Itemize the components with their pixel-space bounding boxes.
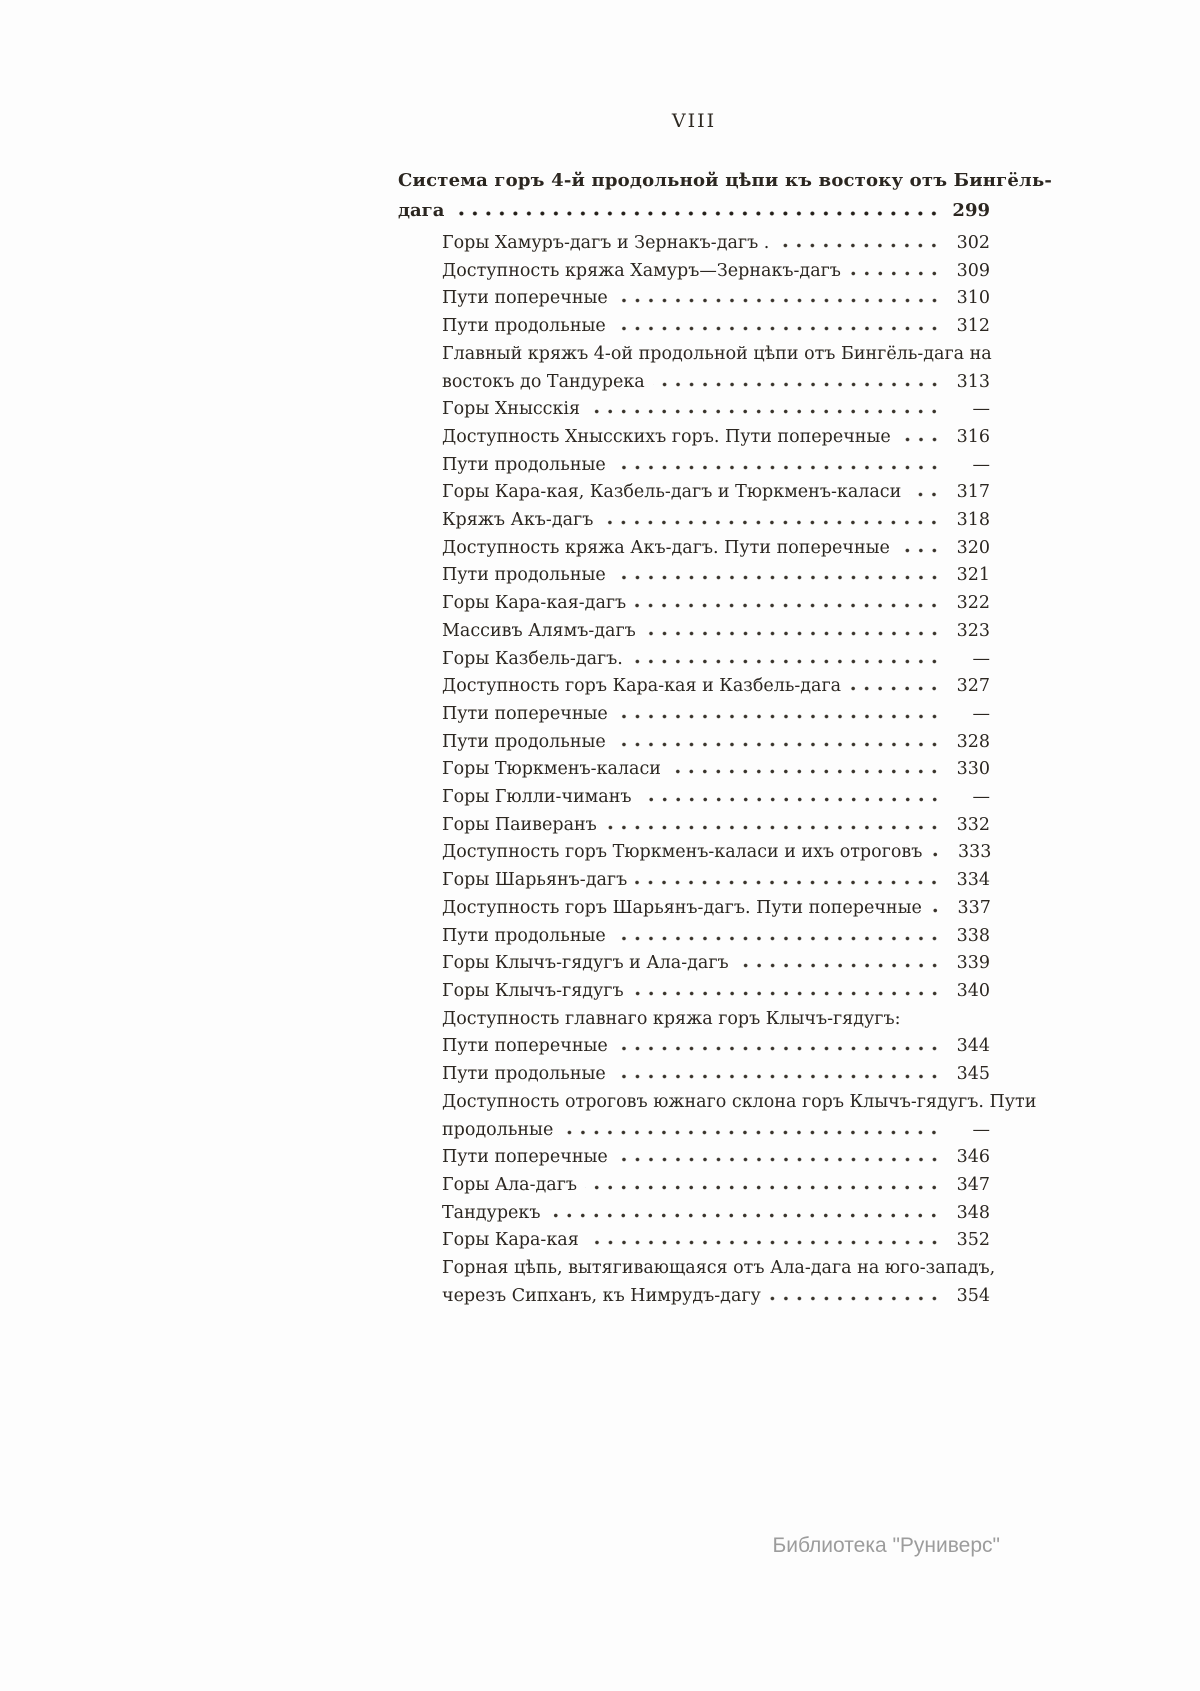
- toc-entry-first-line: Доступность отроговъ южнаго склона горъ Клычъ-гядугъ. Пути: [442, 1091, 1037, 1112]
- library-watermark: Библиотека "Руниверс": [772, 1534, 1000, 1557]
- entry-page-number: 348: [956, 1202, 990, 1223]
- entry-title: Пути поперечные: [442, 288, 608, 309]
- entry-page-number: —: [972, 454, 990, 475]
- entry-title: Горы Гюлли-чиманъ: [442, 787, 632, 808]
- toc-entry: [442, 756, 990, 784]
- entry-title: Доступность горъ Кара-кая и Казбель-дага: [442, 676, 842, 697]
- entry-title: Пути продольные: [442, 925, 606, 946]
- entry-title: Массивъ Алямъ-дагъ: [442, 620, 636, 641]
- entry-title: Пути продольные: [442, 731, 606, 752]
- entry-title: Пути продольные: [442, 316, 606, 337]
- entry-page-number: 312: [956, 316, 990, 337]
- toc-entry: [442, 452, 990, 480]
- dot-leader: [849, 686, 941, 691]
- toc-entry: [442, 1144, 990, 1172]
- dot-leader: [930, 852, 942, 857]
- entry-title: Горы Шарьянъ-дагъ: [442, 870, 628, 891]
- entry-page-number: —: [972, 703, 990, 724]
- toc-entry-first-line: Горная цѣпь, вытягивающаяся отъ Ала-дага на юго-западъ,: [442, 1258, 996, 1279]
- entry-page-number: —: [972, 1119, 990, 1140]
- entry-page-number: 347: [956, 1174, 990, 1195]
- entry-page-number: 338: [956, 925, 990, 946]
- toc-entry: [442, 396, 990, 424]
- entry-page-number: 327: [956, 676, 990, 697]
- entry-page-number: —: [972, 399, 990, 420]
- dot-leader: [588, 409, 941, 414]
- entry-page-number: 309: [956, 260, 990, 281]
- entry-title: Доступность главнаго кряжа горъ Клычъ-гядугъ:: [442, 1008, 901, 1029]
- entry-title: Пути поперечные: [442, 703, 608, 724]
- entry-page-number: 302: [956, 233, 990, 253]
- dot-leader: [614, 742, 941, 747]
- dot-leader: [899, 437, 941, 442]
- entry-title: Доступность горъ Тюркменъ-каласи и ихъ отроговъ: [442, 842, 923, 863]
- dot-leader: [737, 963, 941, 968]
- entry-page-number: 313: [956, 371, 990, 392]
- entry-page-number: 344: [956, 1036, 990, 1057]
- entry-title: Горы Клычъ-гядугъ и Ала-дагъ: [442, 953, 729, 974]
- toc-entry: [442, 1227, 990, 1255]
- entry-title: востокъ до Тандурека: [442, 371, 645, 392]
- dot-leader: [640, 797, 941, 802]
- toc-entry: [442, 369, 990, 397]
- entry-page-number: —: [972, 787, 990, 808]
- toc-entry: [442, 424, 990, 452]
- entry-page-number: 310: [956, 288, 990, 309]
- entry-page-number: 340: [956, 980, 990, 1001]
- toc-entry: [442, 535, 990, 563]
- entry-page-number: 345: [956, 1064, 990, 1085]
- heading-line-2-row: [398, 196, 990, 226]
- entry-title: Пути поперечные: [442, 1036, 608, 1057]
- toc-entry: [442, 646, 990, 674]
- toc-entry: [442, 867, 990, 895]
- dot-leader: [635, 880, 941, 885]
- entry-page-number: 323: [956, 620, 990, 641]
- dot-leader: [548, 1213, 941, 1218]
- dot-leader: [653, 382, 941, 387]
- toc-entry: [442, 950, 990, 978]
- toc-entry: [442, 313, 990, 341]
- dot-leader: [616, 1157, 941, 1162]
- entry-page-number: 332: [956, 814, 990, 835]
- dot-leader: [614, 465, 941, 470]
- dot-leader: [452, 211, 941, 216]
- toc-entry: [442, 479, 990, 507]
- entry-page-number: 330: [956, 759, 990, 780]
- dot-leader: [632, 991, 941, 996]
- heading-line-1: Система горъ 4-й продольной цѣпи къ востоку отъ Бингёль-: [398, 170, 1053, 191]
- dot-leader: [585, 1185, 941, 1190]
- table-of-contents: [398, 166, 1053, 1310]
- toc-section-heading: [398, 166, 1053, 226]
- dot-leader: [634, 603, 941, 608]
- heading-page-number: 299: [952, 200, 990, 221]
- entry-title: черезъ Сипханъ, къ Нимрудъ-дагу: [442, 1285, 761, 1306]
- dot-leader: [616, 714, 941, 719]
- toc-entry: [442, 590, 990, 618]
- entry-title: Доступность кряжа Хамуръ—Зернакъ-дагъ: [442, 260, 841, 281]
- dot-leader: [769, 1296, 941, 1301]
- entry-page-number: 334: [956, 870, 990, 891]
- entry-title: Горы Тюркменъ-каласи: [442, 759, 661, 780]
- entry-page-number: 354: [956, 1285, 990, 1306]
- dot-leader: [849, 271, 941, 276]
- toc-entry: [442, 1200, 990, 1228]
- toc-entry: [442, 285, 990, 313]
- entry-page-number: 316: [956, 426, 990, 447]
- dot-leader: [605, 825, 941, 830]
- entry-title: Горы Ала-дагъ: [442, 1174, 578, 1195]
- entry-title: Кряжъ Акъ-дагъ: [442, 510, 594, 531]
- toc-entry: [442, 258, 990, 286]
- entry-page-number: 328: [956, 731, 990, 752]
- toc-entry: [442, 562, 990, 590]
- toc-entry: [442, 1061, 990, 1089]
- entry-page-number: 337: [957, 897, 991, 918]
- toc-entry: [442, 895, 990, 923]
- entry-title: Горы Паиверанъ: [442, 814, 597, 835]
- entry-title: продольные: [442, 1119, 554, 1140]
- entry-page-number: 352: [956, 1230, 990, 1251]
- entry-page-number: —: [972, 648, 990, 669]
- entry-title: Горы Кара-кая, Казбель-дагъ и Тюркменъ-каласи: [442, 482, 902, 503]
- dot-leader: [909, 492, 941, 497]
- entry-page-number: 346: [956, 1147, 990, 1168]
- toc-entry: [442, 1283, 990, 1311]
- entry-title: Доступность горъ Шарьянъ-дагъ. Пути поперечные: [442, 897, 922, 918]
- entry-title: Тандурекъ: [442, 1202, 541, 1223]
- dot-leader: [631, 659, 941, 664]
- entry-title: Горы Хнысскія: [442, 399, 581, 420]
- entry-page-number: 339: [956, 953, 990, 974]
- entry-title: Горы Хамуръ-дагъ и Зернакъ-дагъ .: [442, 233, 770, 253]
- dot-leader: [644, 631, 941, 636]
- entry-page-number: 317: [956, 482, 990, 503]
- dot-leader: [614, 326, 941, 331]
- toc-entry: [442, 701, 990, 729]
- dot-leader: [616, 298, 941, 303]
- dot-leader: [601, 520, 941, 525]
- toc-entry: [442, 784, 990, 812]
- page-roman-numeral: VIII: [671, 110, 717, 132]
- dot-leader: [930, 908, 942, 913]
- toc-entry: [442, 507, 990, 535]
- dot-leader: [587, 1240, 941, 1245]
- dot-leader: [669, 769, 941, 774]
- toc-entry: [442, 1033, 990, 1061]
- entry-title: Пути продольные: [442, 1064, 606, 1085]
- entry-title: Горы Кара-кая: [442, 1230, 579, 1251]
- entry-title: Пути поперечные: [442, 1147, 608, 1168]
- dot-leader: [614, 575, 941, 580]
- dot-leader: [614, 1074, 941, 1079]
- entry-title: Пути продольные: [442, 454, 606, 475]
- dot-leader: [561, 1130, 941, 1135]
- entry-page-number: 321: [956, 565, 990, 586]
- entry-title: Горы Кара-кая-дагъ: [442, 593, 627, 614]
- dot-leader: [898, 548, 941, 553]
- entry-title: Горы Казбель-дагъ.: [442, 648, 623, 669]
- toc-entry-first-line: Главный кряжъ 4-ой продольной цѣпи отъ Бингёль-дага на: [442, 343, 992, 364]
- entry-title: Горы Клычъ-гядугъ: [442, 980, 624, 1001]
- entry-page-number: 333: [957, 842, 992, 863]
- toc-entry: [442, 1117, 990, 1145]
- toc-entry: [442, 618, 990, 646]
- toc-entry: [442, 1006, 990, 1034]
- entry-page-number: 320: [956, 537, 990, 558]
- entry-title: Пути продольные: [442, 565, 606, 586]
- toc-entries-list: [398, 230, 1037, 1310]
- toc-entry: [442, 230, 990, 258]
- toc-entry: [442, 839, 990, 867]
- toc-entry: [442, 729, 990, 757]
- dot-leader: [616, 1046, 941, 1051]
- entry-title: Доступность Хнысскихъ горъ. Пути поперечные: [442, 426, 891, 447]
- entry-page-number: 322: [956, 593, 990, 614]
- dot-leader: [777, 243, 941, 248]
- entry-page-number: 318: [956, 510, 990, 531]
- toc-entry: [442, 978, 990, 1006]
- toc-entry: [442, 923, 990, 951]
- toc-entry: [442, 673, 990, 701]
- heading-line-2: дага: [398, 200, 445, 221]
- entry-title: Доступность кряжа Акъ-дагъ. Пути поперечные: [442, 537, 890, 558]
- toc-entry: [442, 812, 990, 840]
- toc-entry: [442, 1172, 990, 1200]
- dot-leader: [614, 936, 941, 941]
